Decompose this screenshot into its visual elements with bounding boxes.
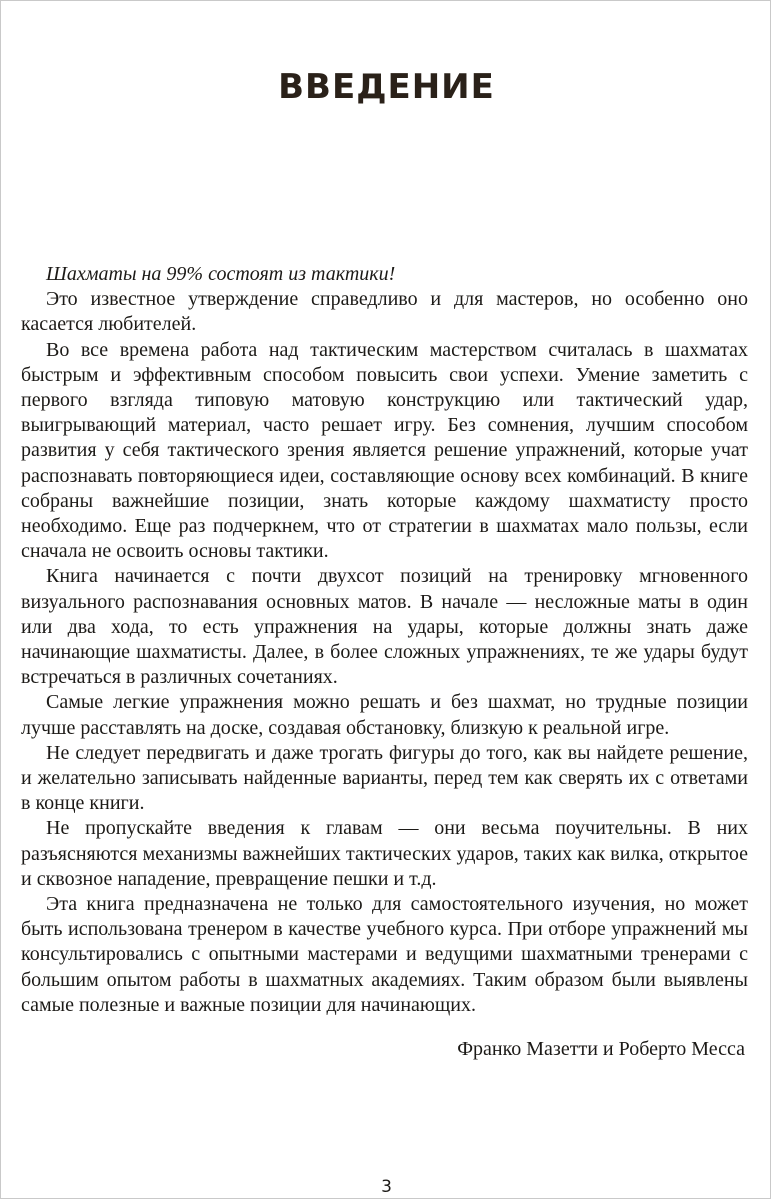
introduction-text: [21, 262, 748, 1018]
epigraph: Шахматы на 99% состоят из тактики!: [46, 263, 396, 285]
paragraph: Самые легкие упражнения можно решать и без шахмат, но трудные позиции лучше расставлять на доске, создавая обстановку, близкую к реальной игре.: [21, 691, 748, 739]
paragraph: Эта книга предназначена не только для самостоятельного изучения, но может быть использована тренером в качестве учебного курса. При отборе упражнений мы консультировались с опытными мастерами и ведущими шахматными тренерами с большим опытом работы в шахматных академиях. Таким образом были выявлены самые полезные и важные позиции для начинающих.: [21, 893, 748, 1016]
chapter-title: ВВЕДЕНИЕ: [278, 67, 495, 107]
paragraph: Это известное утверждение справедливо и для мастеров, но особенно оно касается любителей.: [21, 288, 748, 336]
page-number: 3: [381, 1177, 392, 1197]
paragraph: Книга начинается с почти двухсот позиций на тренировку мгновенного визуального распознавания основных матов. В начале — несложные маты в один или два хода, то есть упражнения на удары, которые должны знать даже начинающие шахматисты. Далее, в более сложных упражнениях, те же удары будут встречаться в различных сочетаниях.: [21, 565, 748, 689]
paragraph: Во все времена работа над тактическим мастерством считалась в шахматах быстрым и эффективным способом повысить свои успехи. Умение заметить с первого взгляда типовую матовую конструкцию или тактический удар, выигрывающий материал, часто решает игру. Без сомнения, лучшим способом развития у себя тактического зрения является решение упражнений, которые учат распознавать повторяющиеся идеи, составляющие основу всех комбинаций. В книге собраны важнейшие позиции, знать которые каждому шахматисту просто необходимо. Еще раз подчеркнем, что от стратегии в шахматах мало пользы, если сначала не освоить основы тактики.: [21, 338, 748, 563]
author-signature: Франко Мазетти и Роберто Месса: [457, 1038, 745, 1060]
paragraph: Не следует передвигать и даже трогать фигуры до того, как вы найдете решение, и желательно записывать найденные варианты, перед тем как сверять их с ответами в конце книги.: [21, 741, 748, 815]
paragraph: Не пропускайте введения к главам — они весьма поучительны. В них разъясняются механизмы важнейших тактических ударов, таких как вилка, открытое и сквозное нападение, превращение пешки и т.д.: [21, 817, 748, 890]
